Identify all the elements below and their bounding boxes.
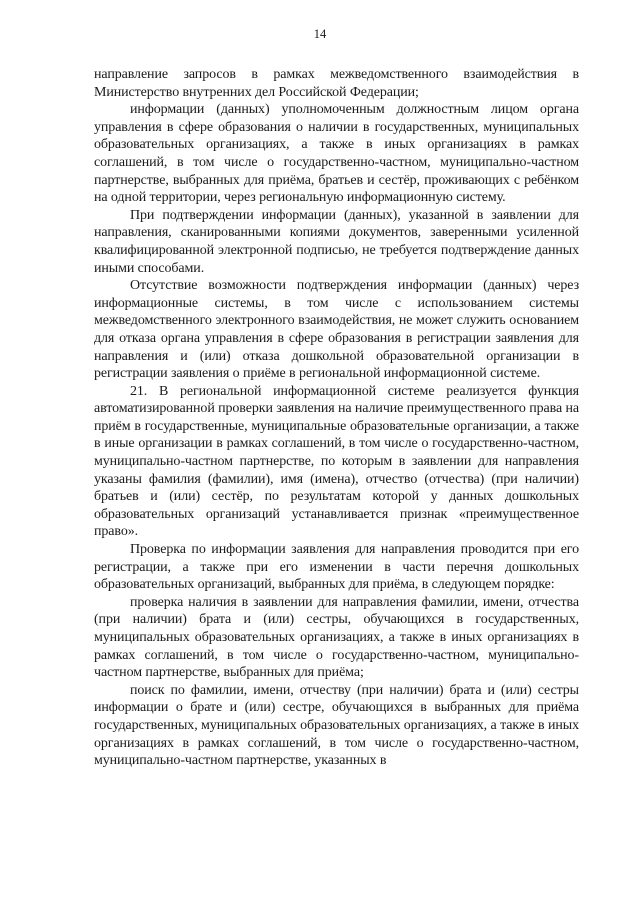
paragraph: информации (данных) уполномоченным должностным лицом органа управления в сфере образования о наличии в государственных, муниципальных образовательных организациях, а также в иных организациях в рамках соглашений, в том числе о государственно-частном, муниципально-частном партнерстве, выбранных для приёма, братьев и сестёр, проживающих с ребёнком на одной территории, через региональную информационную систему. xyxy=(94,102,579,206)
document-body xyxy=(94,66,579,770)
paragraph: направление запросов в рамках межведомственного взаимодействия в Министерство внутренних дел Российской Федерации; xyxy=(94,67,579,100)
page-number: 14 xyxy=(313,27,327,41)
paragraph: поиск по фамилии, имени, отчеству (при наличии) брата и (или) сестры информации о брате и (или) сестре, обучающихся в выбранных для приёма государственных, муниципальных образовательных организациях, а также в иных организациях в рамках соглашений, в том числе о государственно-частном, муниципально-частном партнерстве, указанных в xyxy=(94,682,579,769)
paragraph: Проверка по информации заявления для направления проводится при его регистрации, а также при его изменении в части перечня дошкольных образовательных организаций, выбранных для приёма, в следующем порядке: xyxy=(94,542,579,593)
paragraph: 21. В региональной информационной системе реализуется функция автоматизированной проверки заявления на наличие преимущественного права на приём в государственные, муниципальные образовательные организации, а также в иные организации в рамках соглашений, в том числе о государственно-частном, муниципально-частном партнерстве, по которым в заявлении для направления указаны фамилия (фамилии), имя (имена), отчество (отчества) (при наличии) братьев и (или) сестёр, по результатам которой у данных дошкольных образовательных организаций устанавливается признак «преимущественное право». xyxy=(94,383,579,540)
paragraph: проверка наличия в заявлении для направления фамилии, имени, отчества (при наличии) брата и (или) сестры, обучающихся в государственных, муниципальных образовательных организациях, а также в иных организациях в рамках соглашений, в том числе о государственно-частном, муниципально-частном партнерстве, выбранных для приёма; xyxy=(94,594,579,681)
paragraph: Отсутствие возможности подтверждения информации (данных) через информационные системы, в том числе с использованием системы межведомственного электронного взаимодействия, не может служить основанием для отказа органа управления в сфере образования в регистрации заявления для направления и (или) отказа дошкольной образовательной организации в регистрации заявления о приёме в региональной информационной системе. xyxy=(94,278,579,382)
paragraph: При подтверждении информации (данных), указанной в заявлении для направления, сканированными копиями документов, заверенными усиленной квалифицированной электронной подписью, не требуется подтверждение данных иными способами. xyxy=(94,207,579,276)
